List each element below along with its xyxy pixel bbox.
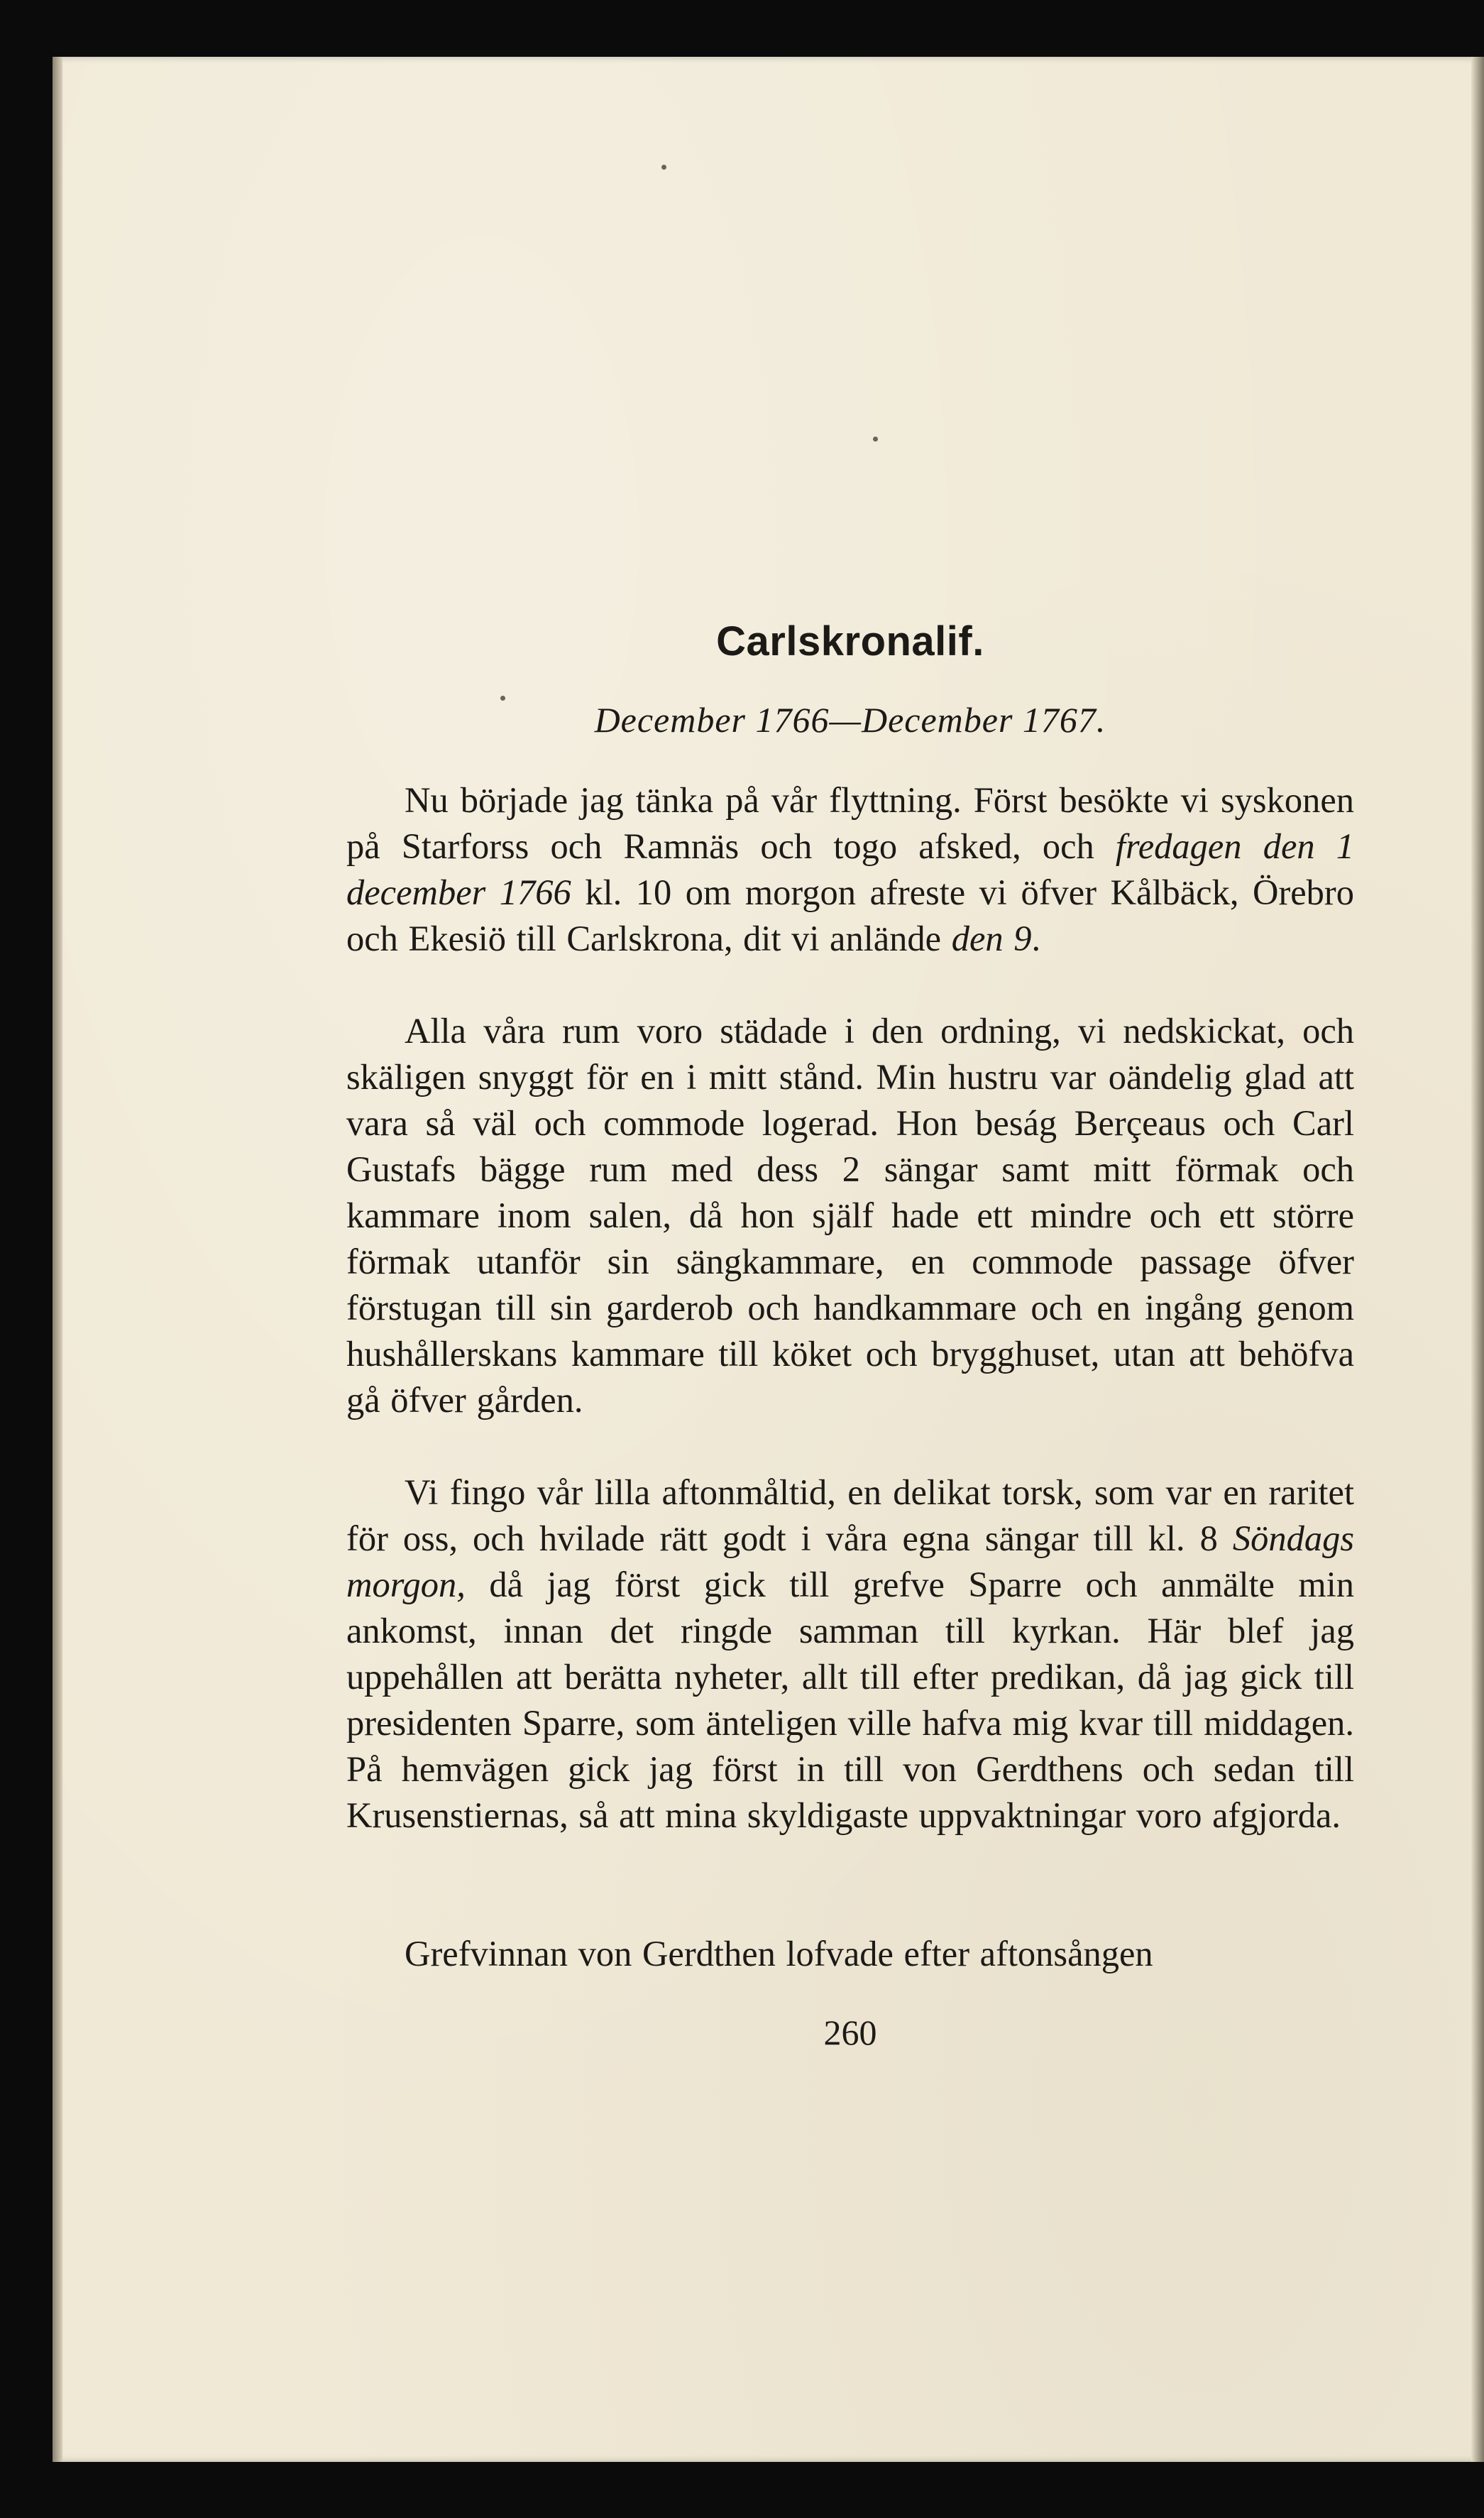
paragraph-3-text-cont: då jag först gick till grefve Sparre och anmälte min ankomst, innan det ringde samman till kyrkan. Här blef jag uppehållen att berätta nyheter, allt till efter predikan, då jag gick till presidenten Sparre, som änteligen ville hafva mig kvar till middagen. På hemvägen gick jag först in till von Gerdthens och sedan till Krusenstiernas, så att mina skyldigaste uppvaktningar voro afgjorda. — [346, 1565, 1354, 1835]
paragraph-3-text: Vi fingo vår lilla aftonmåltid, en delikat torsk, som var en raritet för oss, och hvilade rätt godt i våra egna sängar till kl. 8 — [346, 1472, 1354, 1558]
paragraph-2 — [346, 1008, 1354, 1423]
paper-speck — [661, 165, 666, 170]
page-number: 260 — [823, 2013, 877, 2052]
paragraph-3 — [346, 1469, 1354, 1839]
paragraph-1-italic-day: den 9 — [951, 919, 1032, 958]
paragraph-4-text: Grefvinnan von Gerdthen lofvade efter aftonsången — [405, 1934, 1153, 1974]
paragraph-2-text: Alla våra rum voro städade i den ordning, vi nedskickat, och skäligen snyggt för en i mitt stånd. Min hustru var oändelig glad att vara så väl och commode logerad. Hon beság Berçeaus och Carl Gustafs bägge rum med dess 2 sängar samt mitt förmak och kammare inom salen, då hon själf hade ett mindre och ett större förmak utanför sin sängkammare, en commode passage öfver förstugan till sin garderob och handkammare och en ingång genom hushållerskans kammare till köket och brygghuset, utan att behöfva gå öfver gården. — [346, 1011, 1354, 1420]
chapter-subtitle: December 1766—December 1767. — [594, 700, 1106, 740]
paper-speck — [873, 437, 878, 442]
paragraph-1-end: . — [1031, 919, 1041, 958]
chapter-title: Carlskronalif. — [716, 618, 984, 664]
paragraph-1-text-cont: kl. 10 om morgon afreste vi öfver Kålbäck, Örebro och Ekesiö till Carlskrona, dit vi anlände — [346, 872, 1354, 958]
paragraph-1-text: Nu började jag tänka på vår flyttning. Först besökte vi syskonen på Starforss och Ramnäs och togo afsked, och — [346, 780, 1354, 866]
paragraph-1-italic-date: fredagen den 1 december 1766 — [346, 826, 1354, 912]
paragraph-4 — [346, 1931, 1354, 1977]
paragraph-3-italic: Söndags morgon, — [346, 1518, 1354, 1604]
page-left-edge — [53, 57, 62, 2462]
paragraph-1 — [346, 777, 1354, 962]
page-right-edge — [1471, 57, 1484, 2462]
